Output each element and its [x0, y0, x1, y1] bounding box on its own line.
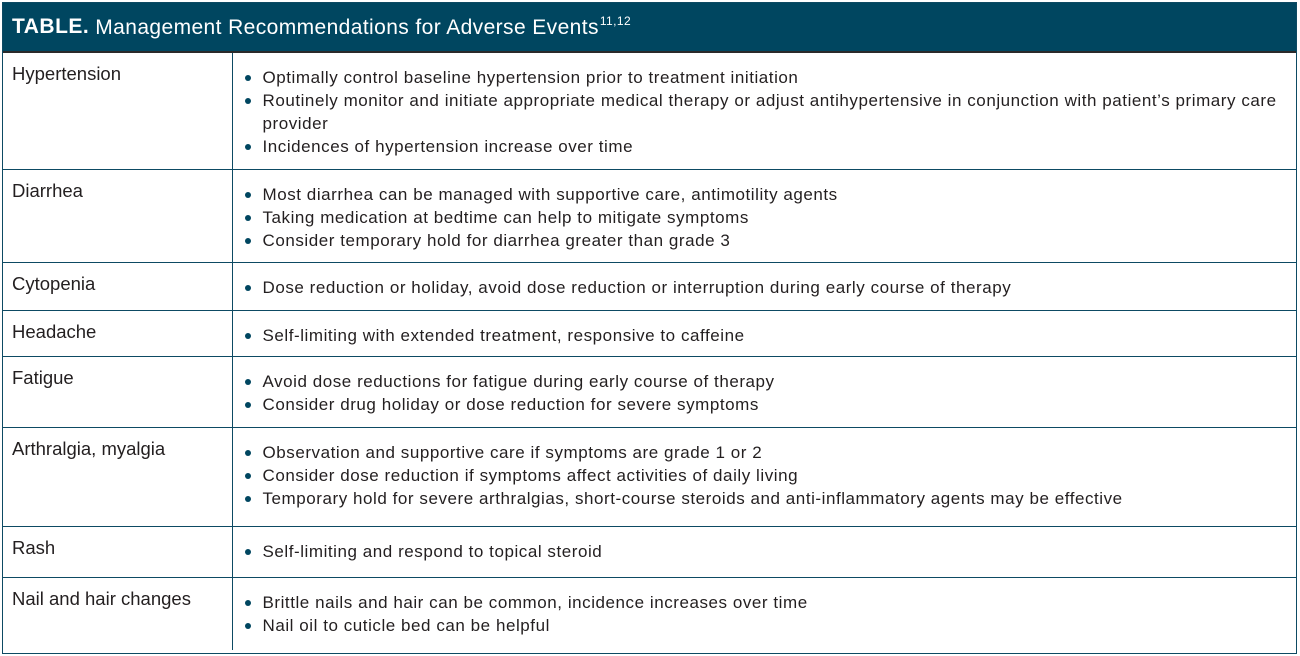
list-item — [245, 393, 1287, 416]
bullet-icon — [245, 379, 251, 385]
recommendation-text: Routinely monitor and initiate appropriate medical therapy or adjust antihypertensive in conjunction with patient’s primary care provider — [262, 91, 1277, 133]
recommendations-cell — [232, 526, 1296, 577]
bullet-icon — [245, 98, 251, 104]
list-item — [245, 441, 1287, 464]
recommendation-text: Dose reduction or holiday, avoid dose reduction or interruption during early course of therapy — [262, 277, 1012, 297]
recommendations-table — [3, 53, 1296, 650]
category-cell: Diarrhea — [3, 169, 232, 262]
bullet-icon — [245, 450, 251, 456]
list-item — [245, 591, 1287, 614]
table-title-text: Management Recommendations for Adverse Events — [95, 16, 599, 39]
bullet-icon — [245, 75, 251, 81]
recommendation-text: Self-limiting with extended treatment, responsive to caffeine — [262, 325, 745, 345]
recommendations-cell — [232, 427, 1296, 526]
table-row — [3, 169, 1296, 262]
category-cell: Cytopenia — [3, 262, 232, 310]
bullet-icon — [245, 238, 251, 244]
recommendation-text: Self-limiting and respond to topical steroid — [262, 541, 603, 561]
category-cell: Hypertension — [3, 53, 232, 169]
list-item — [245, 614, 1287, 637]
recommendation-text: Consider drug holiday or dose reduction for severe symptoms — [262, 394, 759, 414]
bullet-icon — [245, 496, 251, 502]
bullet-icon — [245, 600, 251, 606]
recommendation-text: Brittle nails and hair can be common, incidence increases over time — [262, 592, 808, 612]
recommendation-text: Consider temporary hold for diarrhea greater than grade 3 — [262, 230, 731, 250]
list-item — [245, 487, 1287, 510]
bullet-icon — [245, 473, 251, 479]
category-cell: Arthralgia, myalgia — [3, 427, 232, 526]
category-cell: Nail and hair changes — [3, 577, 232, 650]
category-cell: Headache — [3, 310, 232, 356]
table-row — [3, 262, 1296, 310]
adverse-events-table — [2, 2, 1297, 654]
list-item — [245, 66, 1287, 89]
recommendations-cell — [232, 262, 1296, 310]
category-cell: Rash — [3, 526, 232, 577]
table-title-refs: 11,12 — [599, 14, 632, 28]
recommendations-cell — [232, 310, 1296, 356]
recommendation-text: Observation and supportive care if symptoms are grade 1 or 2 — [262, 442, 763, 462]
recommendations-cell — [232, 53, 1296, 169]
bullet-icon — [245, 144, 251, 150]
recommendation-list — [245, 183, 1287, 252]
list-item — [245, 183, 1287, 206]
table-row — [3, 577, 1296, 650]
list-item — [245, 324, 1287, 347]
bullet-icon — [245, 623, 251, 629]
recommendation-text: Incidences of hypertension increase over time — [262, 137, 634, 156]
recommendation-text: Optimally control baseline hypertension prior to treatment initiation — [262, 68, 799, 87]
bullet-icon — [245, 215, 251, 221]
bullet-icon — [245, 333, 251, 339]
recommendation-text: Most diarrhea can be managed with supportive care, antimotility agents — [262, 184, 838, 204]
table-row — [3, 526, 1296, 577]
recommendations-cell — [232, 169, 1296, 262]
category-cell: Fatigue — [3, 356, 232, 427]
table-title — [95, 14, 631, 40]
recommendation-text: Temporary hold for severe arthralgias, short-course steroids and anti-inflammatory agents may be effective — [262, 488, 1123, 508]
recommendation-list — [245, 276, 1287, 299]
recommendation-text: Nail oil to cuticle bed can be helpful — [262, 615, 550, 635]
table-row — [3, 53, 1296, 169]
bullet-icon — [245, 402, 251, 408]
bullet-icon — [245, 192, 251, 198]
table-header — [3, 3, 1296, 53]
recommendation-list — [245, 591, 1287, 637]
list-item — [245, 540, 1287, 563]
recommendation-list — [245, 441, 1287, 510]
list-item — [245, 229, 1287, 252]
table-row — [3, 310, 1296, 356]
recommendation-text: Avoid dose reductions for fatigue during early course of therapy — [262, 371, 775, 391]
recommendation-list — [245, 324, 1287, 347]
recommendation-list — [245, 370, 1287, 416]
list-item — [245, 206, 1287, 229]
table-label: TABLE. — [12, 15, 90, 38]
recommendation-text: Consider dose reduction if symptoms affect activities of daily living — [262, 465, 799, 485]
recommendation-list — [245, 66, 1287, 158]
bullet-icon — [245, 549, 251, 555]
recommendation-list — [245, 540, 1287, 563]
list-item — [245, 89, 1287, 135]
list-item — [245, 276, 1287, 299]
table-row — [3, 356, 1296, 427]
list-item — [245, 464, 1287, 487]
list-item — [245, 135, 1287, 158]
recommendations-cell — [232, 356, 1296, 427]
table-row — [3, 427, 1296, 526]
list-item — [245, 370, 1287, 393]
recommendation-text: Taking medication at bedtime can help to mitigate symptoms — [262, 207, 749, 227]
recommendations-cell — [232, 577, 1296, 650]
bullet-icon — [245, 285, 251, 291]
